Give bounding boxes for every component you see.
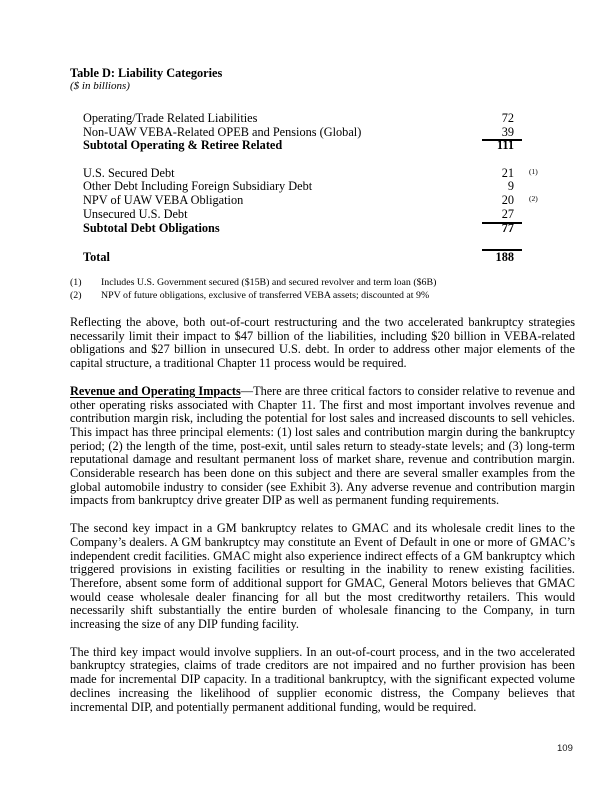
- liability-table: [70, 66, 575, 262]
- footnote-marker: (2): [70, 290, 82, 301]
- row-value: 21: [501, 165, 514, 180]
- liability-table-rows: [70, 112, 575, 262]
- section-heading: Revenue and Operating Impacts: [70, 383, 241, 398]
- row-value: 111: [496, 138, 514, 153]
- table-spacer: [83, 153, 575, 167]
- footnote-text: NPV of future obligations, exclusive of transferred VEBA assets; discounted at 9%: [101, 290, 430, 301]
- footnote-marker: (1): [70, 277, 82, 288]
- paragraph-gmac-impact: The second key impact in a GM bankruptcy relates to GMAC and its wholesale credit lines to the Company’s dealers. A GM bankruptcy may constitute an Event of Default in one or more of GMAC’s independent credit facilities. GMAC might also experience indirect effects of a GM bankruptcy which triggered provisions in existing facilities or resulting in the inability to renew existing facilities. Therefore, absent some form of additional support for GMAC, General Motors believes that GMAC would cease wholesale dealer financing for all but the most creditworthy retailers. This would necessarily shift substantially the entire burden of wholesale financing to the Company, in turn increasing the size of any DIP funding facility.: [70, 521, 575, 632]
- paragraph-restructuring-impact: Reflecting the above, both out-of-court restructuring and the two accelerated bankruptcy strategies necessarily limit their impact to $47 billion of the liabilities, including $20 billion in VEBA-related obligations and $27 billion in unsecured U.S. debt. In order to address other major elements of the capital structure, a traditional Chapter 11 process would be required.: [70, 315, 575, 371]
- row-value: 39: [482, 126, 522, 142]
- row-value: 20: [501, 193, 514, 208]
- row-label: Subtotal Operating & Retiree Related: [83, 139, 283, 153]
- row-label: Unsecured U.S. Debt: [83, 207, 188, 221]
- row-label: Subtotal Debt Obligations: [83, 221, 220, 235]
- table-row: [83, 180, 575, 194]
- row-value: 9: [507, 179, 514, 194]
- row-value: 77: [501, 220, 514, 235]
- table-title: Table D: Liability Categories: [70, 66, 223, 80]
- table-row: [83, 167, 575, 181]
- table-row: [83, 208, 575, 222]
- section-heading-body: —There are three critical factors to consider relative to revenue and other operating risks associated with Chapter 11. The first and most important involves revenue and contribution margin risk, including the potential for lost sales and increased discounts to sell vehicles. This impact has three principal elements: (1) lost sales and contribution margin during the bankruptcy period; (2) the length of the time, post-exit, until sales return to steady-state levels; and (3) long-term reputational damage and resultant permanent loss of market share, revenue and contribution margin. Considerable research has been done on this subject and there are several smaller examples from the global automobile industry to consider (see Exhibit 3). Any adverse revenue and contribution margin impacts from bankruptcy drive greater DIP as well as permanent funding requirements.: [70, 383, 575, 508]
- paragraph-supplier-impact: The third key impact would involve suppliers. In an out-of-court process, and in the two accelerated bankruptcy strategies, claims of trade creditors are not impaired and no further provision has been made for incremental DIP capacity. In a traditional bankruptcy, with the significant expected volume declines increasing the likelihood of supplier economic distress, the Company believes that incremental DIP, and potentially permanent additional funding, would be required.: [70, 644, 575, 714]
- table-row: [83, 126, 575, 140]
- table-row: [83, 112, 575, 126]
- table-subtitle: ($ in billions): [70, 80, 130, 92]
- row-footnote-ref: (1): [529, 166, 538, 176]
- row-label: U.S. Secured Debt: [83, 166, 175, 180]
- row-label: NPV of UAW VEBA Obligation: [83, 194, 244, 208]
- row-label: Non-UAW VEBA-Related OPEB and Pensions (Global): [83, 125, 362, 139]
- table-footnotes: [70, 276, 575, 302]
- row-value: 27: [482, 208, 522, 224]
- table-spacer: [83, 235, 575, 249]
- table-row: [83, 139, 575, 153]
- table-row: [83, 249, 575, 263]
- footnote: [70, 289, 575, 302]
- paragraph-revenue-operating-impacts: [70, 385, 575, 508]
- row-value: 72: [501, 111, 514, 125]
- footnote-text: Includes U.S. Government secured ($15B) and secured revolver and term loan ($6B): [101, 277, 437, 288]
- row-label: Other Debt Including Foreign Subsidiary Debt: [83, 180, 313, 194]
- footnote: [70, 276, 575, 289]
- row-label: Operating/Trade Related Liabilities: [83, 112, 258, 125]
- row-label: Total: [83, 250, 110, 264]
- row-footnote-ref: (2): [529, 194, 538, 204]
- row-value: 188: [482, 249, 522, 265]
- body-text: [70, 316, 575, 728]
- table-row: [83, 194, 575, 208]
- page-number: 109: [557, 743, 573, 754]
- table-row: [83, 222, 575, 236]
